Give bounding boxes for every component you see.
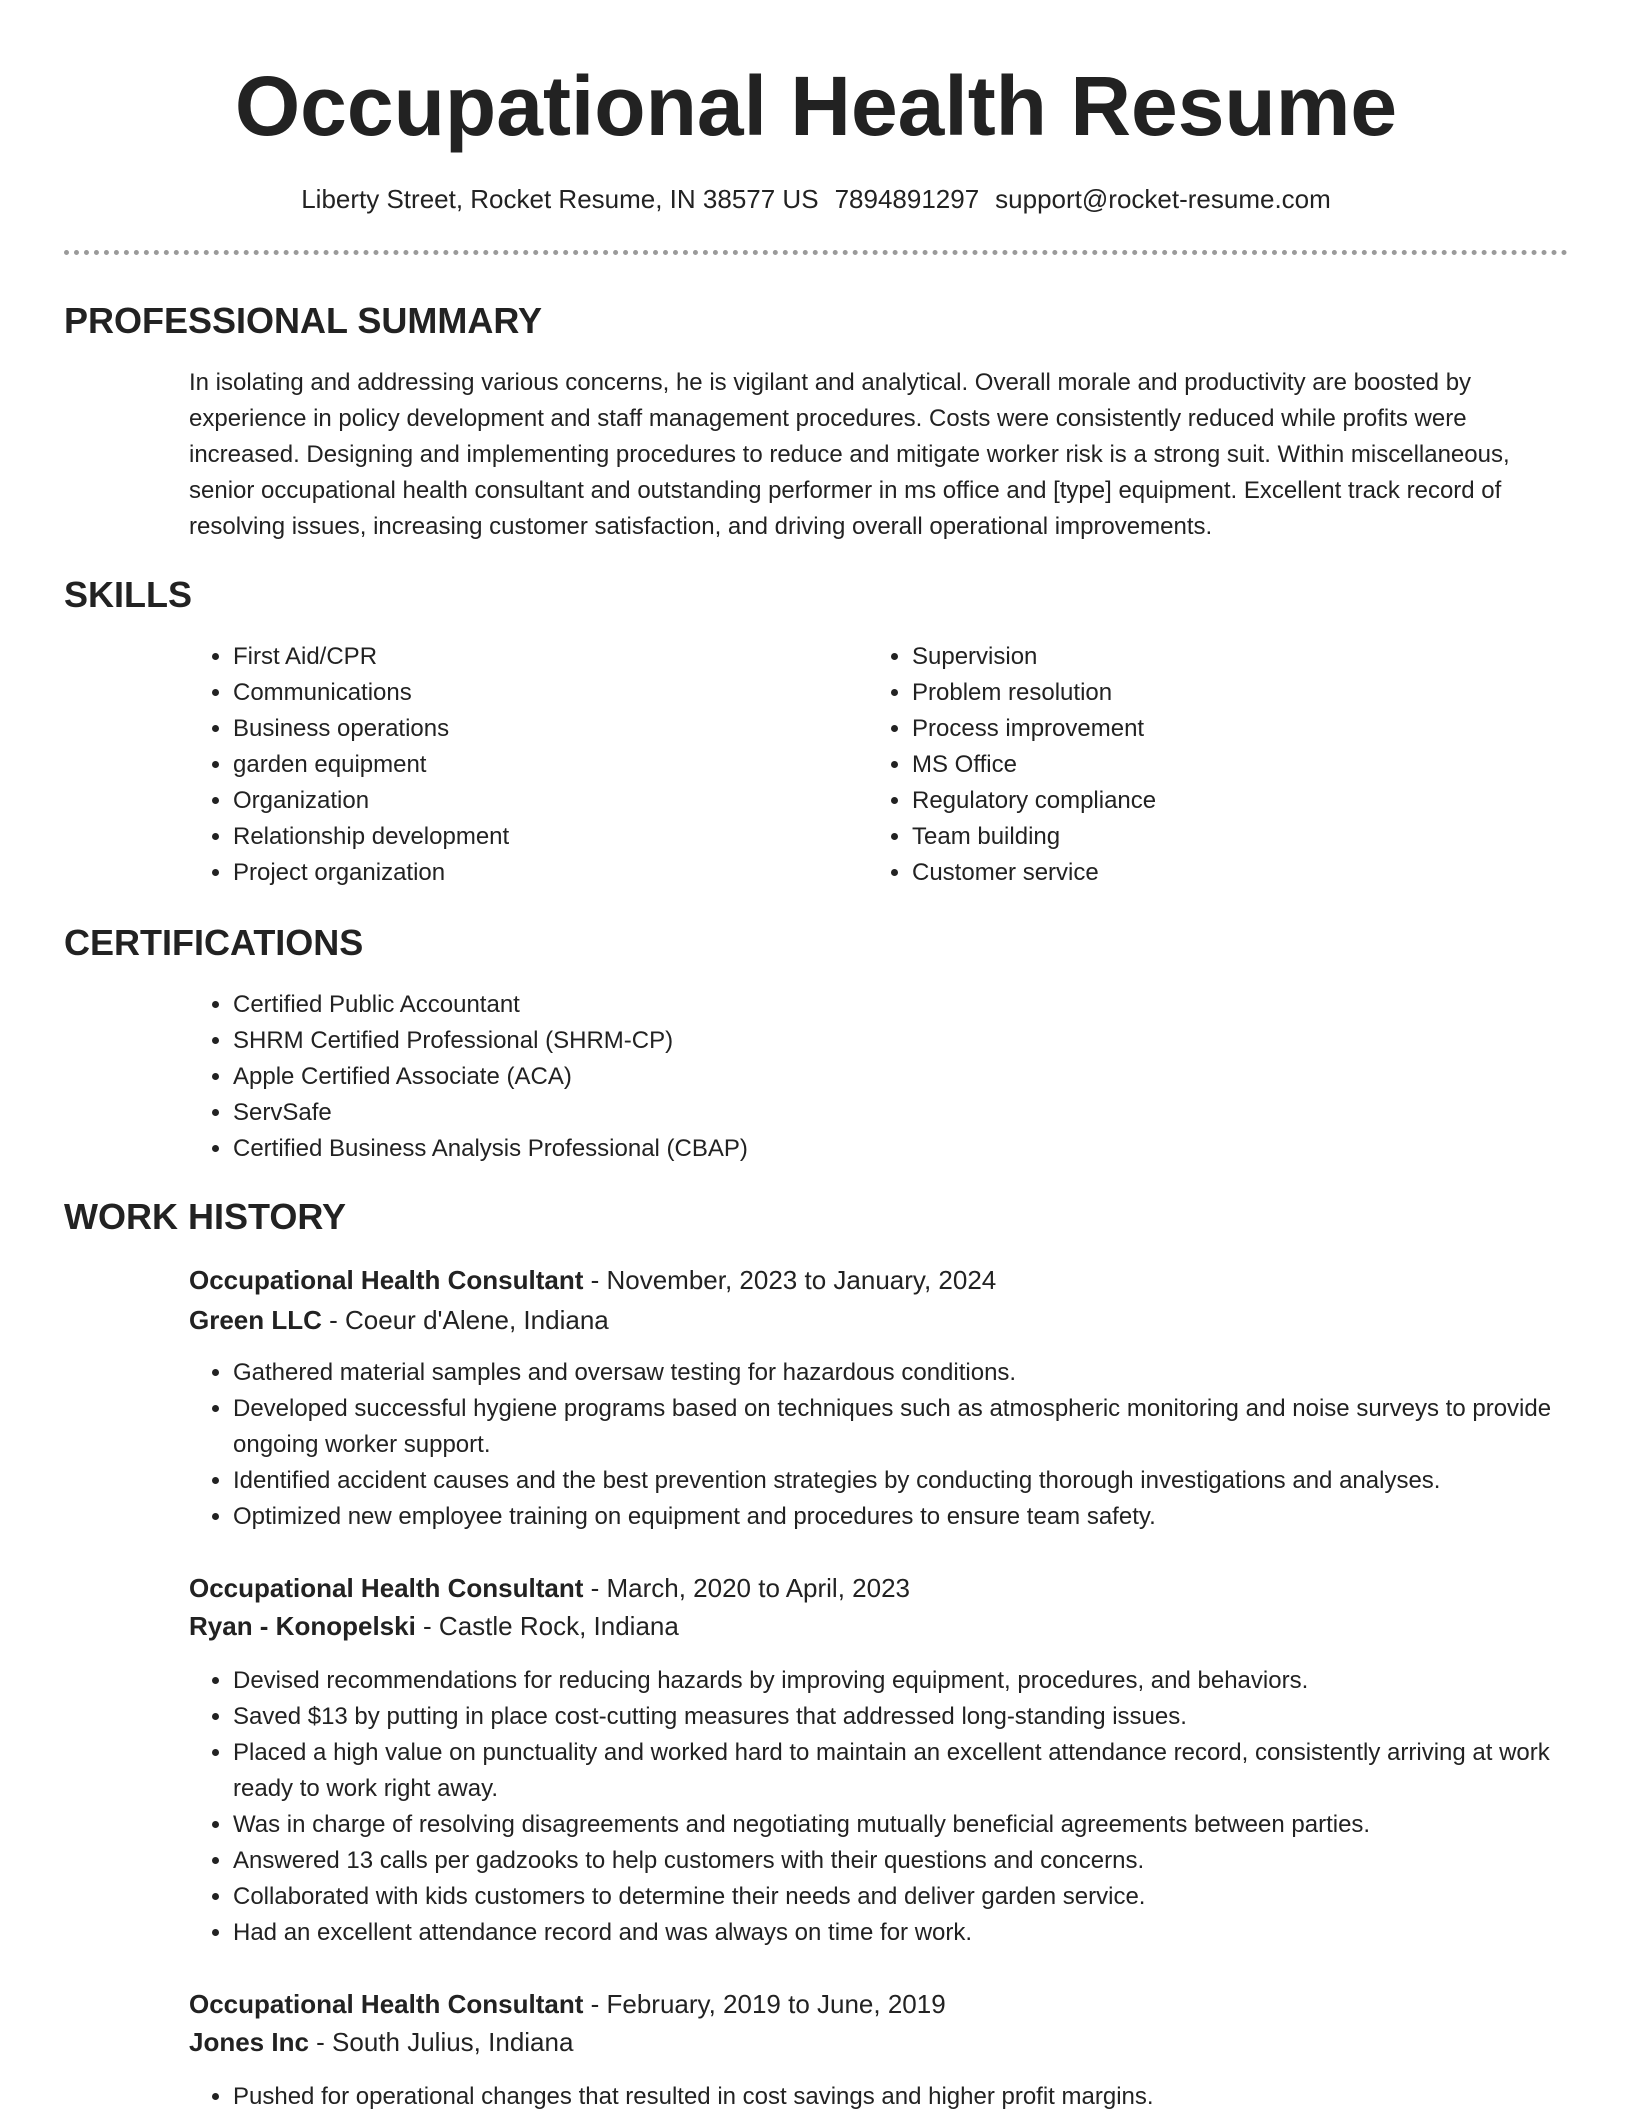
skill-item: • Relationship development (233, 819, 853, 855)
summary-text: In isolating and addressing various concerns, he is vigilant and analytical. Overall morale and productivity are boosted by experience in policy development and staff management procedures. Costs were consistently reduced while profits were increased. Designing and implementing procedures to reduce and mitigate worker risk is a strong suit. Within miscellaneous, senior occupational health consultant and outstanding performer in ms office and [type] equipment. Excellent track record of resolving issues, increasing customer satisfaction, and driving overall operational improvements. (189, 369, 1510, 540)
skill-item: • Process improvement (912, 711, 1532, 747)
skill-item: • Regulatory compliance (912, 783, 1532, 819)
resume-title: Occupational Health Resume (234, 59, 1398, 153)
job-location: - South Julius, Indiana (308, 2027, 574, 2057)
job-company-line (189, 1301, 1569, 1339)
skill-item: • Business operations (233, 711, 853, 747)
certification-item: • ServSafe (233, 1095, 1613, 1131)
skill-item: • Customer service (912, 855, 1532, 891)
job-duty: • Was in charge of resolving disagreements and negotiating mutually beneficial agreements between parties. (233, 1807, 1613, 1843)
job-duty: • Developed successful hygiene programs based on techniques such as atmospheric monitoring and noise surveys to provide ongoing worker support. (233, 1391, 1569, 1463)
certification-item: • Certified Business Analysis Professional (CBAP) (233, 1131, 1613, 1167)
job-duty: • Had an excellent attendance record and was always on time for work. (233, 1915, 1613, 1951)
header-divider (64, 250, 1568, 255)
contact-email: support@rocket-resume.com (995, 184, 1331, 214)
skill-item: • Problem resolution (912, 675, 1532, 711)
job-duty: • Gathered material samples and oversaw testing for hazardous conditions. (233, 1355, 1569, 1391)
job-position: Occupational Health Consultant (189, 1265, 584, 1295)
job-location: - Coeur d'Alene, Indiana (321, 1305, 609, 1335)
job-title-line (189, 1569, 1569, 1607)
job-dates: - November, 2023 to January, 2024 (583, 1265, 997, 1295)
skill-item: • Supervision (912, 639, 1532, 675)
certification-item: • Certified Public Accountant (233, 987, 1613, 1023)
job-duty: • Answered 13 calls per gadzooks to help customers with their questions and concerns. (233, 1843, 1613, 1879)
job-title-line (189, 1261, 1569, 1299)
job-duty: • Collaborated with kids customers to determine their needs and deliver garden service. (233, 1879, 1613, 1915)
job-location: - Castle Rock, Indiana (415, 1611, 679, 1641)
job-duty: • Placed a high value on punctuality and worked hard to maintain an excellent attendance record, consistently arriving at work ready to work right away. (233, 1735, 1613, 1807)
contact-phone: 7894891297 (834, 184, 980, 214)
job-title-line (189, 1985, 1569, 2023)
job-company: Jones Inc (189, 2027, 309, 2057)
job-duty: • Pushed for operational changes that resulted in cost savings and higher profit margins. (233, 2079, 1613, 2115)
summary-heading: PROFESSIONAL SUMMARY (64, 300, 543, 341)
job-company-line (189, 2023, 1569, 2061)
job-position: Occupational Health Consultant (189, 1989, 584, 2019)
certification-item: • SHRM Certified Professional (SHRM-CP) (233, 1023, 1613, 1059)
job-dates: - March, 2020 to April, 2023 (583, 1573, 910, 1603)
job-dates: - February, 2019 to June, 2019 (583, 1989, 946, 2019)
certification-item: • Apple Certified Associate (ACA) (233, 1059, 1613, 1095)
job-company: Ryan - Konopelski (189, 1611, 416, 1641)
job-company-line (189, 1607, 1569, 1645)
job-duty: • Saved $13 by putting in place cost-cutting measures that addressed long-standing issues. (233, 1699, 1613, 1735)
skills-list-right (868, 639, 1532, 891)
job-position: Occupational Health Consultant (189, 1573, 584, 1603)
job-company: Green LLC (189, 1305, 322, 1335)
job-duties-list (189, 1663, 1613, 1951)
skill-item: • garden equipment (233, 747, 853, 783)
job-duty: • Optimized new employee training on equipment and procedures to ensure team safety. (233, 1499, 1569, 1535)
certifications-list (189, 987, 1613, 1167)
skill-item: • First Aid/CPR (233, 639, 853, 675)
skills-list-left (189, 639, 853, 891)
job-duty: • Devised recommendations for reducing hazards by improving equipment, procedures, and behaviors. (233, 1663, 1613, 1699)
job-duties-list (189, 2079, 1613, 2115)
skill-item: • Communications (233, 675, 853, 711)
job-duties-list (189, 1355, 1569, 1535)
contact-address: Liberty Street, Rocket Resume, IN 38577 US (301, 184, 819, 214)
job-duty: • Identified accident causes and the best prevention strategies by conducting thorough investigations and analyses. (233, 1463, 1569, 1499)
skill-item: • Project organization (233, 855, 853, 891)
skill-item: • MS Office (912, 747, 1532, 783)
work-history-heading: WORK HISTORY (64, 1196, 347, 1237)
skill-item: • Team building (912, 819, 1532, 855)
skill-item: • Organization (233, 783, 853, 819)
certifications-heading: CERTIFICATIONS (64, 922, 364, 963)
skills-heading: SKILLS (64, 574, 193, 615)
contact-line (0, 182, 1632, 216)
